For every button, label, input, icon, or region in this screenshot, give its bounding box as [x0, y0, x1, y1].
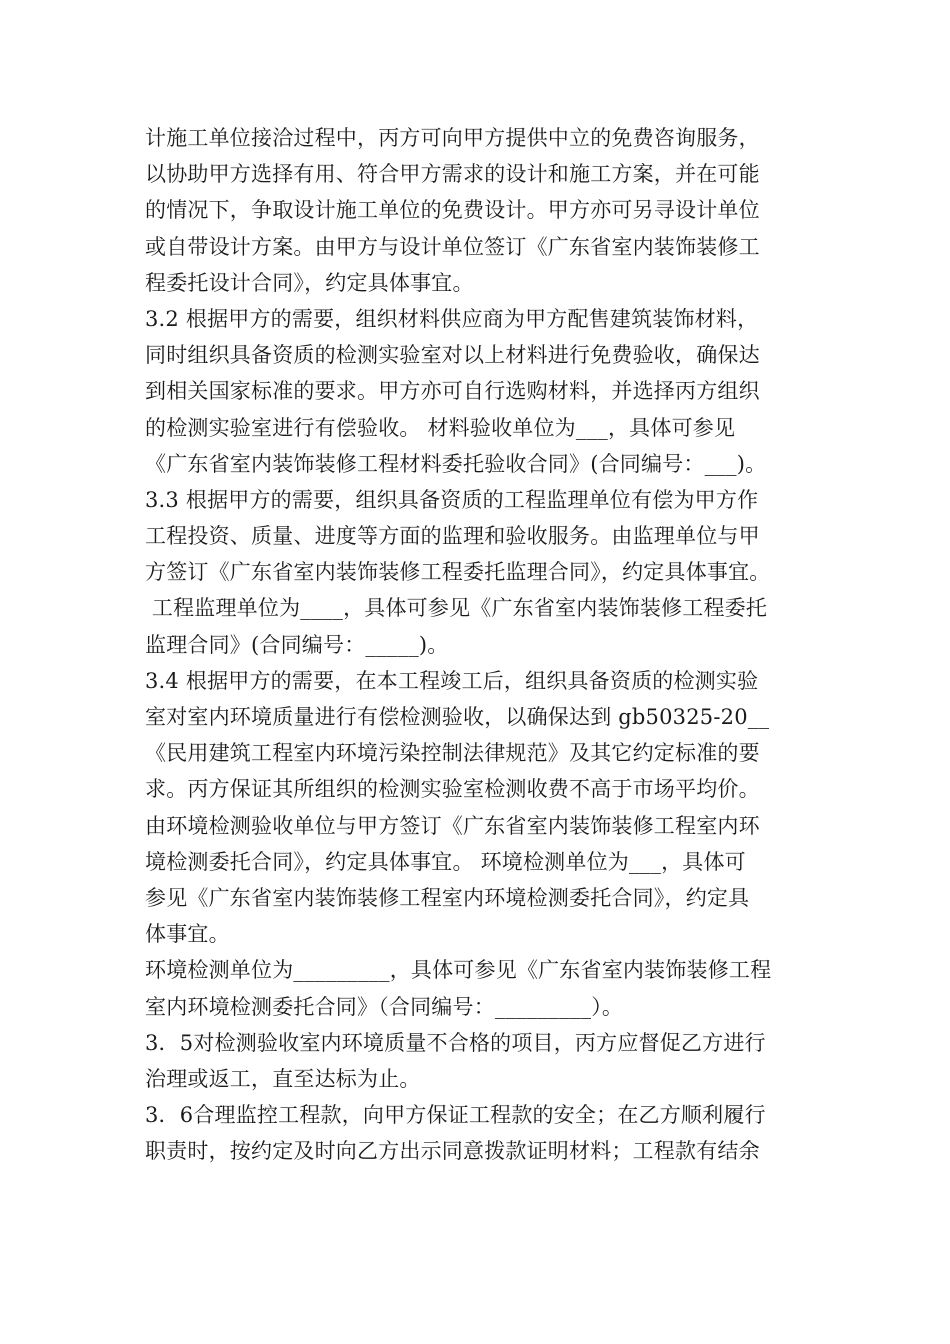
text-line: 到相关国家标准的要求。甲方亦可自行选购材料，并选择丙方组织 — [145, 379, 760, 404]
text-line: 室对室内环境质量进行有偿检测验收，以确保达到 gb50325-20__ — [145, 705, 770, 729]
text-line: 参见《广东省室内装饰装修工程室内环境检测委托合同》，约定具 — [145, 885, 750, 910]
text-line: 体事宜。 — [145, 922, 230, 947]
clause-3-2-line: 3.2 根据甲方的需要，组织材料供应商为甲方配售建筑装饰材料， — [145, 306, 759, 331]
clause-3-6-line: 3．6合理监控工程款，向甲方保证工程款的安全；在乙方顺利履行 — [145, 1103, 766, 1128]
clause-3-4-line: 3.4 根据甲方的需要，在本工程竣工后，组织具备资质的检测实验 — [145, 668, 759, 693]
text-line: 《民用建筑工程室内环境污染控制法律规范》及其它约定标准的要 — [145, 741, 760, 766]
text-line: 工程监理单位为____，具体可参见《广东省室内装饰装修工程委托 — [145, 596, 768, 621]
text-line: 室内环境检测委托合同》（合同编号：_________）。 — [145, 994, 624, 1019]
text-line: 工程投资、质量、进度等方面的监理和验收服务。由监理单位与甲 — [145, 524, 760, 549]
text-line: 同时组织具备资质的检测实验室对以上材料进行免费验收，确保达 — [145, 343, 760, 368]
text-line: 的检测实验室进行有偿验收。 材料验收单位为___，具体可参见 — [145, 415, 736, 440]
text-line: 监理合同》(合同编号：_____)。 — [145, 632, 449, 657]
text-line: 求。丙方保证其所组织的检测实验室检测收费不高于市场平均价。 — [145, 777, 760, 802]
clause-3-5-line: 3．5对检测验收室内环境质量不合格的项目，丙方应督促乙方进行 — [145, 1030, 766, 1055]
text-line: 以协助甲方选择有用、符合甲方需求的设计和施工方案，并在可能 — [145, 162, 760, 187]
text-line: 方签订《广东省室内装饰装修工程委托监理合同》，约定具体事宜。 — [145, 560, 771, 585]
text-line: 《广东省室内装饰装修工程材料委托验收合同》(合同编号：___)。 — [145, 451, 767, 476]
text-line: 职责时，按约定及时向乙方出示同意拨款证明材料；工程款有结余 — [145, 1139, 760, 1164]
document-body — [145, 120, 825, 1169]
text-line: 的情况下，争取设计施工单位的免费设计。甲方亦可另寻设计单位 — [145, 198, 760, 223]
text-line: 环境检测单位为_________，具体可参见《广东省室内装饰装修工程 — [145, 958, 772, 983]
text-line: 治理或返工，直至达标为止。 — [145, 1066, 421, 1091]
clause-3-3-line: 3.3 根据甲方的需要，组织具备资质的工程监理单位有偿为甲方作 — [145, 487, 759, 512]
text-line: 由环境检测验收单位与甲方签订《广东省室内装饰装修工程室内环 — [145, 813, 760, 838]
text-line: 程委托设计合同》，约定具体事宜。 — [145, 270, 474, 295]
text-line: 境检测委托合同》，约定具体事宜。 环境检测单位为___，具体可 — [145, 849, 746, 874]
text-line: 或自带设计方案。由甲方与设计单位签订《广东省室内装饰装修工 — [145, 234, 760, 259]
text-line: 计施工单位接洽过程中，丙方可向甲方提供中立的免费咨询服务， — [145, 126, 760, 150]
